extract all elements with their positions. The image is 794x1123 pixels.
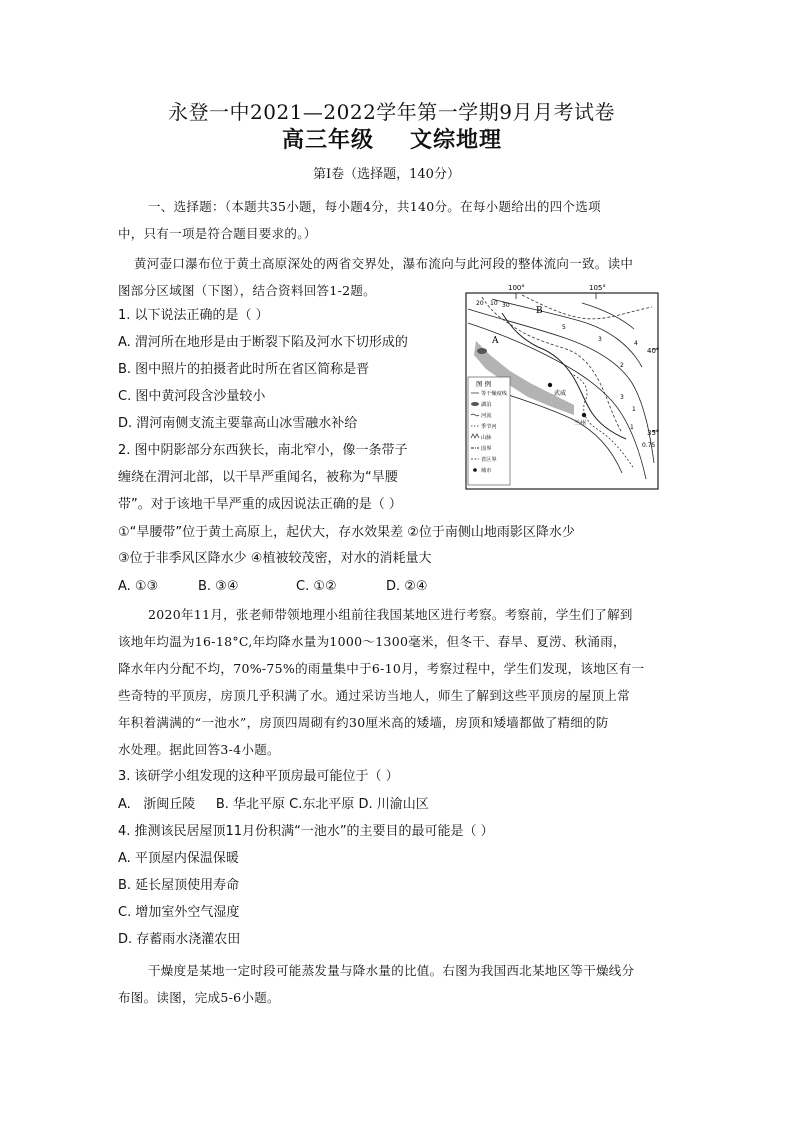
choice-c: C. ①② xyxy=(296,579,337,594)
choice-a: A. ①③ xyxy=(118,579,159,594)
contour-label: 4 xyxy=(634,340,638,347)
exam-title: 永登一中2021—2022学年第一学期9月月考试卷 xyxy=(168,100,616,124)
instructions-line-2: 中，只有一项是符合题目要求的。） xyxy=(118,226,317,241)
city-label: 武威 xyxy=(554,390,567,397)
contour-label: 30 xyxy=(502,302,510,309)
passage1-line-2: 图部分区域图（下图），结合资料回答1-2题。 xyxy=(118,283,376,298)
city-label: 兰州 xyxy=(574,420,587,427)
question-2-stem-1: 2. 图中阴影部分东西狭长，南北窄小，像一条带子 xyxy=(118,443,408,458)
contour-label: 3 xyxy=(598,336,602,343)
passage2-line-4: 些奇特的平顶房，房顶几乎积满了水。通过采访当地人，师生了解到这些平顶房的屋顶上常 xyxy=(118,688,631,703)
passage3-line-2: 布图。读图，完成5-6小题。 xyxy=(118,990,280,1005)
question-4-option-b: B. 延长屋顶使用寿命 xyxy=(118,878,240,893)
contour-label: 20 xyxy=(476,300,484,307)
question-4-option-d: D. 存蓄雨水浇灌农田 xyxy=(118,932,241,947)
question-2-option-line-2: ③位于非季风区降水少 ④植被较茂密，对水的消耗量大 xyxy=(118,551,432,566)
legend-item: 等干燥度线 xyxy=(481,391,507,397)
contour-label: 5 xyxy=(562,324,566,331)
question-2-stem-2: 缠绕在渭河北部，以干旱严重闻名，被称为“旱腰 xyxy=(118,470,398,485)
passage2-line-1: 2020年11月，张老师带领地理小组前往我国某地区进行考察。考察前，学生们了解到 xyxy=(148,607,633,622)
question-1-option-a: A. 渭河所在地形是由于断裂下陷及河水下切形成的 xyxy=(118,335,408,350)
choice-d: D. ②④ xyxy=(386,579,428,594)
question-4-option-c: C. 增加室外空气湿度 xyxy=(118,905,240,920)
contour-label: 1 xyxy=(632,406,636,413)
question-1-option-d: D. 渭河南侧支流主要靠高山冰雪融水补给 xyxy=(118,416,358,431)
question-3-options: A. 浙闽丘陵 B. 华北平原 C.东北平原 D. 川渝山区 xyxy=(118,797,429,812)
section-title: 第Ⅰ卷（选择题，140分） xyxy=(313,167,460,182)
instructions-line-1: 一、选择题：（本题共35小题，每小题4分，共140分。在每小题给出的四个选项 xyxy=(148,199,601,214)
legend-item: 国界 xyxy=(481,446,492,452)
passage1-line-1: 黄河壶口瀑布位于黄土高原深处的两省交界处，瀑布流向与此河段的整体流向一致。读中 xyxy=(134,256,634,271)
point-b-label: B xyxy=(536,306,543,316)
question-1-option-c: C. 图中黄河段含沙量较小 xyxy=(118,389,266,404)
contour-label: 10 xyxy=(490,300,498,307)
exam-subtitle xyxy=(282,127,503,153)
question-1-option-b: B. 图中照片的拍摄者此时所在省区简称是晋 xyxy=(118,362,370,377)
question-2-choices xyxy=(118,577,428,597)
city-marker xyxy=(582,413,586,417)
contour-label: 0.75 xyxy=(642,442,656,449)
question-2-stem-3: 带”。对于该地干旱严重的成因说法正确的是（ ） xyxy=(118,497,402,512)
city-marker xyxy=(548,383,552,387)
legend-item: 城市 xyxy=(481,468,492,474)
passage3-line-1: 干燥度是某地一定时段可能蒸发量与降水量的比值。右图为我国西北某地区等干燥线分 xyxy=(148,963,635,978)
point-a-label: A xyxy=(492,336,499,346)
question-4-stem: 4. 推测该民居屋顶11月份积满“一池水”的主要目的最可能是（ ） xyxy=(118,824,494,839)
contour-label: 3 xyxy=(620,394,624,401)
contour-label: 2 xyxy=(620,362,624,369)
latitude-40-label: 40° xyxy=(647,347,660,355)
legend-item: 季节河 xyxy=(481,424,497,430)
region-map xyxy=(462,283,662,493)
legend-item: 河流 xyxy=(481,413,492,419)
passage2-line-3: 降水年内分配不均，70%-75%的雨量集中于6-10月，考察过程中，学生们发现，该地区有一 xyxy=(118,661,645,676)
latitude-35-label: 35° xyxy=(647,429,660,437)
grade-label: 高三年级 xyxy=(282,127,375,153)
passage2-line-5: 年积着满满的“一池水”，房顶四周砌有约30厘米高的矮墙，房顶和矮墙都做了精细的防 xyxy=(118,715,609,730)
legend-item: 湖泊 xyxy=(481,402,492,408)
longitude-100-label: 100° xyxy=(508,284,525,292)
subject-label: 文综地理 xyxy=(410,127,503,153)
legend-item: 省区界 xyxy=(481,457,497,463)
question-1-stem: 1. 以下说法正确的是（ ） xyxy=(118,308,269,323)
question-4-option-a: A. 平顶屋内保温保暖 xyxy=(118,851,239,866)
contour-label: 1 xyxy=(630,424,634,431)
choice-b: B. ③④ xyxy=(198,579,239,594)
longitude-105-label: 105° xyxy=(589,284,606,292)
question-3-stem: 3. 该研学小组发现的这种平顶房最可能位于（ ） xyxy=(118,769,399,784)
passage2-line-6: 水处理。据此回答3-4小题。 xyxy=(118,742,280,757)
question-2-option-line-1: ①“旱腰带”位于黄土高原上，起伏大，存水效果差 ②位于南侧山地雨影区降水少 xyxy=(118,525,575,540)
passage2-line-2: 该地年均温为16-18°C,年均降水量为1000～1300毫米，但冬干、春旱、夏涝、秋涌雨， xyxy=(118,634,626,649)
legend-item: 山脉 xyxy=(481,435,492,441)
lake-shape xyxy=(477,348,487,354)
legend-title: 图 例 xyxy=(476,380,492,388)
